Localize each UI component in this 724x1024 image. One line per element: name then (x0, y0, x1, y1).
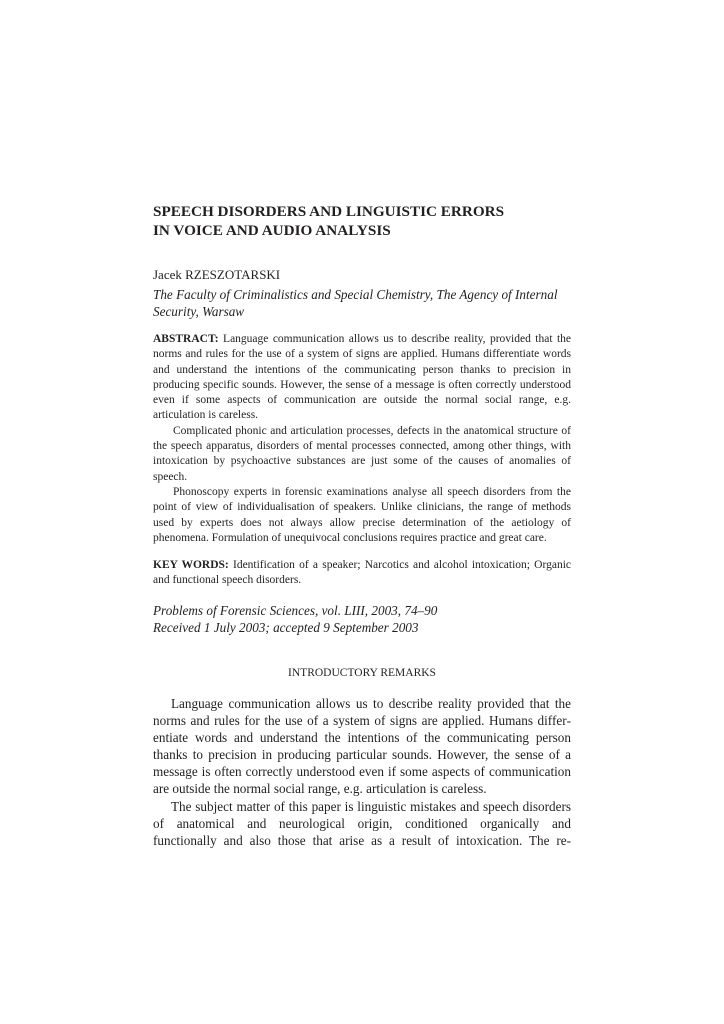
keywords-text: Identification of a speaker; Narcotics and alcohol intoxication; Organic and functional speech disorders. (153, 559, 572, 587)
abstract-paragraph-1-text: Language communication allows us to describe reality, provided that the norms and rules for the use of a system of signs are applied. Humans differentiate words and understand the intentions of the communicating person thanks to precision in producing specific sounds. However, the sense of a message is often correctly understood even if some aspects of communication are outside the normal social range, e.g. articulation is careless. (153, 333, 571, 422)
body-paragraph-2: The subject matter of this paper is linguistic mistakes and speech disorders of anatomical and neurological origin, conditioned organically and functionally and also those that arise as a result of intoxication. The re- (153, 798, 571, 848)
keywords-label: KEY WORDS: (153, 559, 229, 571)
author-name: Jacek RZESZOTARSKI (153, 267, 281, 282)
body-paragraph-1: Language communication allows us to describe reality provided that the norms and rules for the use of a system of signs are applied. Humans differentiate words and understand the intentions of the communicating person thanks to precision in producing particular sounds. However, the sense of a message is often correctly understood even if some aspects of communication are outside the normal social range, e.g. articulation is careless. (153, 696, 571, 797)
abstract-paragraph-2: Complicated phonic and articulation processes, defects in the anatomical structure of the speech apparatus, disorders of mental processes connected, among other things, with intoxication by psychoactive substances are just some of the causes of anomalies of speech. (153, 424, 571, 483)
article-title-line-2: IN VOICE AND AUDIO ANALYSIS (153, 222, 391, 239)
citation-dates: Received 1 July 2003; accepted 9 September 2003 (153, 620, 419, 635)
body-text (153, 695, 571, 849)
abstract-paragraph-3: Phonoscopy experts in forensic examinations analyse all speech disorders from the point of view of individualisation of speakers. Unlike clinicians, the range of methods used by experts does not always allow precise determination of the aetiology of phenomena. Formulation of unequivocal conclusions requires practice and great care. (153, 485, 571, 544)
abstract-label: ABSTRACT: (153, 333, 219, 345)
keywords-block (153, 558, 571, 589)
abstract-block (153, 332, 571, 546)
citation-block (153, 602, 437, 636)
abstract-paragraph-1 (153, 332, 571, 424)
citation-journal: Problems of Forensic Sciences, vol. LIII, 2003, 74–90 (153, 603, 438, 618)
article-title-line-1: SPEECH DISORDERS AND LINGUISTIC ERRORS (153, 203, 505, 220)
author-affiliation: The Faculty of Criminalistics and Special Chemistry, The Agency of Internal Security, Warsaw (153, 287, 558, 319)
article-title (153, 202, 571, 240)
section-heading: INTRODUCTORY REMARKS (288, 667, 436, 679)
